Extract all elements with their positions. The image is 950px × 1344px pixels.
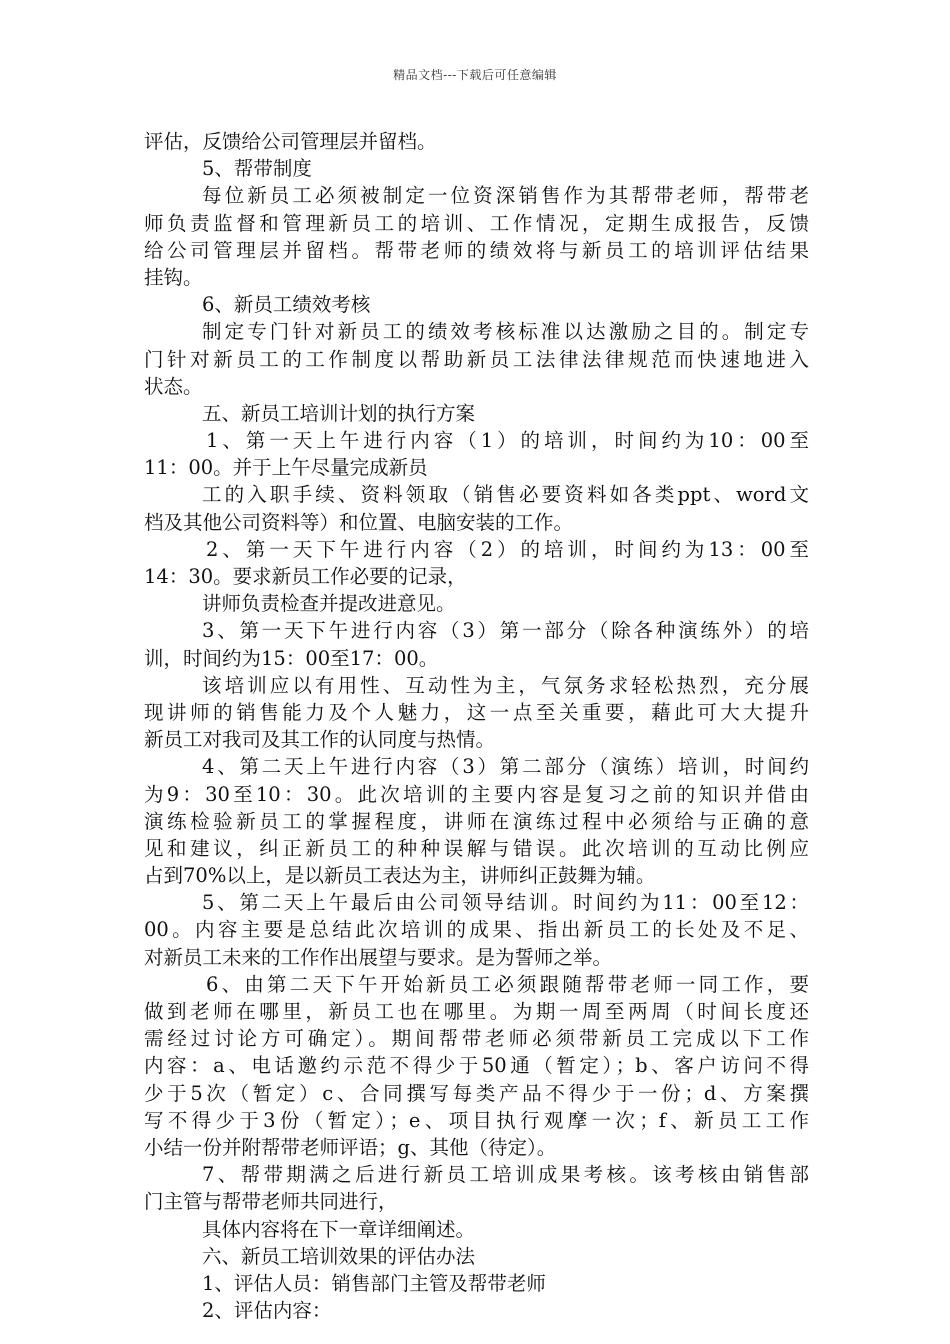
text-line: 小结一份并附帮带老师评语；g、其他（待定）。: [144, 1135, 557, 1159]
text-line: 占到70%以上，是以新员工表达为主，讲师纠正鼓舞为辅。: [144, 864, 656, 888]
text-line: 少于5次（暂定）c、合同撰写每类产品不得少于一份；d、方案撰: [144, 1081, 809, 1105]
text-line: 讲师负责检查并提改进意见。: [202, 592, 456, 616]
section-heading: 五、新员工培训计划的执行方案: [202, 401, 476, 425]
text-line: 2、评估内容：: [202, 1299, 332, 1323]
text-line: 师负责监督和管理新员工的培训、工作情况，定期生成报告，反馈: [144, 211, 809, 235]
text-line: 状态。: [144, 374, 203, 398]
text-line: 制定专门针对新员工的绩效考核标准以达激励之目的。制定专: [202, 320, 809, 344]
text-line: 14：30。要求新员工作必要的记录，: [144, 565, 467, 588]
text-line: 5、第二天上午最后由公司领导结训。时间约为11：00至12：: [202, 891, 809, 915]
text-line: 11：00。并于上午尽量完成新员: [144, 456, 428, 480]
section-heading: 5、帮带制度: [202, 157, 312, 181]
text-line: 4、第二天上午进行内容（3）第二部分（演练）培训，时间约: [202, 755, 809, 779]
page-header: 精品文档---下载后可任意编辑: [393, 68, 557, 82]
text-line: 新员工对我司及其工作的认同度与热情。: [144, 728, 496, 752]
text-line: 做到老师在哪里，新员工也在哪里。为期一周至两周（时间长度还: [144, 1000, 809, 1023]
text-line: 00。内容主要是总结此次培训的成果、指出新员工的长处及不足、: [144, 918, 809, 942]
text-line: 3、第一天下午进行内容（3）第一部分（除各种演练外）的培: [202, 619, 809, 643]
text-line: 挂钩。: [144, 265, 203, 289]
section-heading: 6、新员工绩效考核: [202, 293, 371, 317]
text-line: 见和建议，纠正新员工的种种误解与错误。此次培训的互动比例应: [144, 836, 809, 860]
text-line: 评估，反馈给公司管理层并留档。: [144, 130, 437, 153]
text-line: 1、第一天上午进行内容（1）的培训，时间约为10：00至: [206, 429, 809, 453]
text-line: 门主管与帮带老师共同进行，: [144, 1190, 398, 1214]
text-line: 2、第一天下午进行内容（2）的培训，时间约为13：00至: [206, 537, 809, 561]
text-line: 现讲师的销售能力及个人魅力，这一点至关重要，藉此可大大提升: [144, 700, 809, 724]
text-line: 6、由第二天下午开始新员工必须跟随帮带老师一同工作，要: [206, 972, 809, 996]
text-line: 写不得少于3份（暂定）；e、项目执行观摩一次；f、新员工工作: [144, 1108, 809, 1132]
text-line: 内容：a、电话邀约示范不得少于50通（暂定）；b、客户访问不得: [144, 1054, 809, 1078]
text-line: 需经过讨论方可确定）。期间帮带老师必须带新员工完成以下工作: [144, 1027, 809, 1051]
text-line: 具体内容将在下一章详细阐述。: [202, 1217, 476, 1241]
text-line: 7、帮带期满之后进行新员工培训成果考核。该考核由销售部: [202, 1163, 809, 1187]
text-line: 演练检验新员工的掌握程度，讲师在演练过程中必须给与正确的意: [144, 809, 809, 833]
text-line: 给公司管理层并留档。帮带老师的绩效将与新员工的培训评估结果: [144, 238, 809, 262]
text-line: 1、评估人员：销售部门主管及帮带老师: [202, 1271, 546, 1295]
section-heading: 六、新员工培训效果的评估办法: [202, 1244, 476, 1268]
text-line: 每位新员工必须被制定一位资深销售作为其帮带老师，帮带老: [202, 184, 809, 208]
document-body: [144, 128, 809, 1324]
text-line: 工的入职手续、资料领取（销售必要资料如各类ppt、word文: [202, 483, 809, 507]
text-line: 对新员工未来的工作作出展望与要求。是为誓师之举。: [144, 945, 613, 969]
text-line: 门针对新员工的工作制度以帮助新员工法律法律规范而快速地进入: [144, 347, 809, 371]
text-line: 训，时间约为15：00至17：00。: [144, 646, 439, 670]
text-line: 该培训应以有用性、互动性为主，气氛务求轻松热烈，充分展: [202, 673, 809, 697]
text-line: 为9：30至10：30。此次培训的主要内容是复习之前的知识并借由: [144, 782, 809, 806]
text-line: 档及其他公司资料等）和位置、电脑安装的工作。: [144, 510, 574, 534]
